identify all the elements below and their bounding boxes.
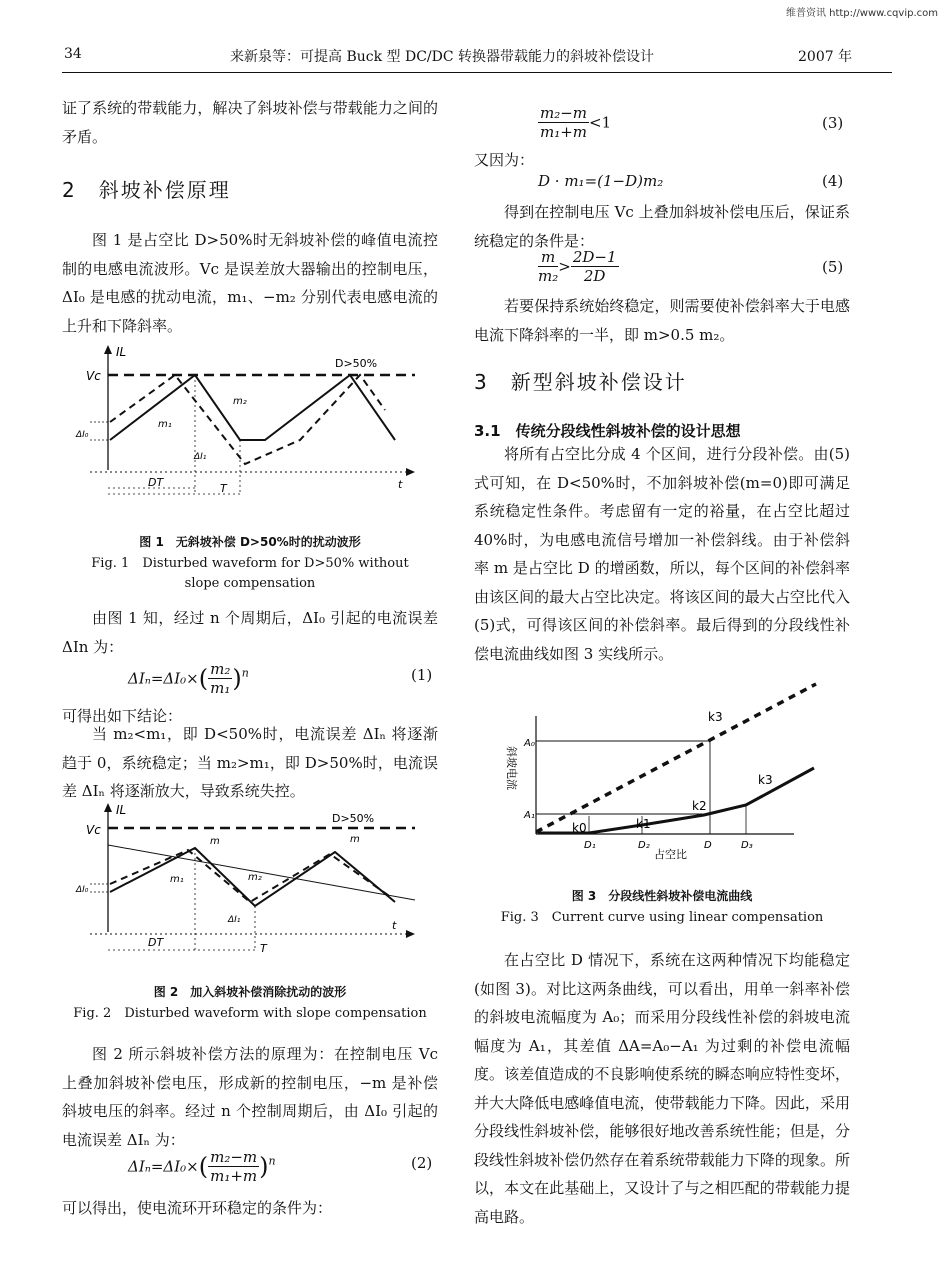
equation-4-label: (4): [822, 172, 844, 190]
fig1-m2: m₂: [233, 396, 247, 407]
fig3-k3-solid: k3: [758, 773, 773, 787]
fig2-dI1: ΔI₁: [228, 915, 241, 925]
fig2-m-b: m: [350, 834, 360, 845]
fig3-xlabel: 占空比: [654, 848, 687, 861]
equation-2: ΔIₙ=ΔI₀×( $\frac{\text{m₂−m}}{\text{m₁+m}}$ )$^n$: [128, 1148, 276, 1185]
equation-1-label: (1): [411, 666, 433, 684]
paragraph-you-yinwei: 又因为：: [474, 151, 535, 169]
equation-3-label: (3): [822, 114, 844, 132]
fig1-m1: m₁: [158, 419, 172, 430]
paragraph-slope-condition: 若要保持系统始终稳定，则需要使补偿斜率大于电感电流下降斜率的一半，即 m>0.5 m₂。: [474, 297, 850, 344]
fig1-IL: IL: [116, 345, 127, 359]
intro-paragraph: 证了系统的带载能力，解决了斜坡补偿与带载能力之间的矛盾。: [62, 99, 438, 146]
paragraph-piecewise-design: 将所有占空比分成 4 个区间，进行分段补偿。由(5)式可知，在 D<50%时，不加斜坡补偿(m=0)即可满足系统稳定性条件。考虑留有一定的裕量，在占空比超过 40%时，为电感电流信号增加一补偿斜线。由于补偿斜率 m 是占空比 D 的增函数，所以，每个区间的补偿斜率由该区间的最大占空比决定。将该区间的最大占空比代入(5)式，可得该区间的补偿斜率。最后得到的分段线性补偿电流曲线如图 3 实线所示。: [474, 445, 850, 663]
running-title: 来新泉等：可提高 Buck 型 DC/DC 转换器带载能力的斜坡补偿设计: [230, 49, 655, 65]
paragraph-eq5-intro: 得到在控制电压 Vc 上叠加斜坡补偿电压后，保证系统稳定的条件是：: [474, 203, 850, 250]
fig3-k2: k2: [692, 799, 707, 813]
paragraph-eq1-intro: 由图 1 知，经过 n 个周期后，ΔI₀ 引起的电流误差 ΔIn 为：: [62, 609, 438, 656]
fig2-Vc: Vc: [86, 823, 101, 837]
equation-3: $\frac{\text{m₂−m}}{\text{m₁+m}}$ <1: [540, 104, 612, 141]
year: 2007 年: [798, 49, 853, 65]
fig2-caption-zh: 图 2 加入斜坡补偿消除扰动的波形: [153, 985, 347, 999]
fig3-D: D: [704, 840, 712, 851]
equation-1: ΔIₙ=ΔI₀×( $\frac{\text{m₂}}{\text{m₁}}$ )$^n$: [128, 660, 249, 697]
fig3-D2: D₂: [638, 840, 650, 851]
fig2-dI0: ΔI₀: [76, 885, 89, 895]
fig2-DT: DT: [148, 936, 164, 949]
fig1-y-arrow: [104, 345, 112, 354]
equation-5: $\frac{m}{\text{m₂}}$ > $\frac{2D-1}{2D}$: [538, 248, 617, 285]
fig3-A1: A₁: [524, 810, 535, 821]
fig3-k1: k1: [636, 817, 651, 831]
fig1-dI0: ΔI₀: [76, 430, 89, 440]
fig1-duty: D>50%: [335, 357, 378, 370]
fig3-caption-en: Fig. 3 Current curve using linear compensation: [500, 910, 824, 925]
fig2-T: T: [260, 942, 267, 955]
fig3-ylabel: 斜坡电流: [505, 746, 518, 790]
fig1-T: T: [220, 482, 227, 495]
fig3-k0: k0: [572, 821, 587, 835]
figure-3: [494, 676, 834, 866]
paragraph-stability-condition: 可以得出，使电流环开环稳定的条件为：: [62, 1199, 333, 1217]
subsection-3-1-title: 3.1 传统分段线性斜坡补偿的设计思想: [474, 422, 741, 440]
fig1-caption-zh: 图 1 无斜坡补偿 D>50%时的扰动波形: [139, 535, 361, 549]
fig2-y-arrow: [104, 803, 112, 812]
fig3-D1: D₁: [584, 840, 596, 851]
equation-5-label: (5): [822, 258, 844, 276]
figure-2: [70, 800, 430, 960]
fig1-DT: DT: [148, 476, 164, 489]
equation-2-label: (2): [411, 1154, 433, 1172]
fig3-D3: D₃: [741, 840, 753, 851]
fig1-Vc: Vc: [86, 369, 101, 383]
fig1-caption-en: Fig. 1 Disturbed waveform for D>50% without slope compensation: [91, 556, 409, 591]
paragraph-fig1-intro: 图 1 是占空比 D>50%时无斜坡补偿的峰值电流控制的电感电流波形。Vc 是误差放大器输出的控制电压，ΔI₀ 是电感的扰动电流，m₁、−m₂ 分别代表电感电流的上升和下降斜率。: [62, 231, 438, 335]
fig2-t: t: [392, 919, 397, 932]
fig2-m-a: m: [210, 836, 220, 847]
header-rule: [62, 72, 892, 73]
equation-4: D · m₁=(1−D)m₂: [538, 172, 664, 190]
fig2-duty: D>50%: [332, 812, 375, 825]
paragraph-conclusion: 当 m₂<m₁，即 D<50%时，电流误差 ΔIₙ 将逐渐趋于 0，系统稳定；当 m₂>m₁，即 D>50%时，电流误差 ΔIₙ 将逐渐放大，导致系统失控。: [62, 725, 438, 800]
fig1-x-arrow: [406, 468, 415, 476]
fig3-k3-dashed: k3: [708, 710, 723, 724]
fig2-m2: m₂: [248, 872, 262, 883]
fig2-IL: IL: [116, 803, 127, 817]
section-2-title: 2 斜坡补偿原理: [62, 178, 231, 202]
watermark: 维普资讯 http://www.cqvip.com: [785, 8, 938, 19]
section-3-title: 3 新型斜坡补偿设计: [474, 370, 687, 394]
fig3-caption-zh: 图 3 分段线性斜坡补偿电流曲线: [571, 889, 753, 903]
fig1-dI1: ΔI₁: [194, 452, 207, 462]
fig2-x-arrow: [406, 930, 415, 938]
fig2-caption-en: Fig. 2 Disturbed waveform with slope compensation: [73, 1006, 427, 1021]
fig1-disturbed-waveform: [110, 375, 385, 464]
fig2-m1: m₁: [170, 874, 184, 885]
fig3-A0: A₀: [524, 738, 535, 749]
paragraph-conclusion-intro: 可得出如下结论：: [62, 707, 183, 725]
paragraph-comparison: 在占空比 D 情况下，系统在这两种情况下均能稳定(如图 3)。对比这两条曲线，可以看出，用单一斜率补偿的斜坡电流幅度为 A₀；而采用分段线性补偿的斜坡电流幅度为 A₁，其差值 ΔA=A₀−A₁ 为过剩的补偿电流幅度。该差值造成的不良影响使系统的瞬态响应特性变坏，并大大降低电感峰值电流，使带载能力下降。因此，采用分段线性斜坡补偿，能够很好地改善系统性能；但是，分段线性斜坡补偿仍然存在着系统带载能力下降的现象。所以，本文在此基础上，又设计了与之相匹配的带载能力提高电路。: [474, 951, 850, 1226]
figure-1: [70, 342, 430, 502]
fig3-single-slope-line: [536, 684, 816, 832]
fig1-t: t: [398, 478, 403, 491]
paragraph-fig2-principle: 图 2 所示斜坡补偿方法的原理为：在控制电压 Vc 上叠加斜坡补偿电压，形成新的控制电压，−m 是补偿斜坡电压的斜率。经过 n 个控制周期后，由 ΔI₀ 引起的电流误差 ΔIₙ 为：: [62, 1045, 438, 1149]
page-number: 34: [64, 46, 82, 62]
